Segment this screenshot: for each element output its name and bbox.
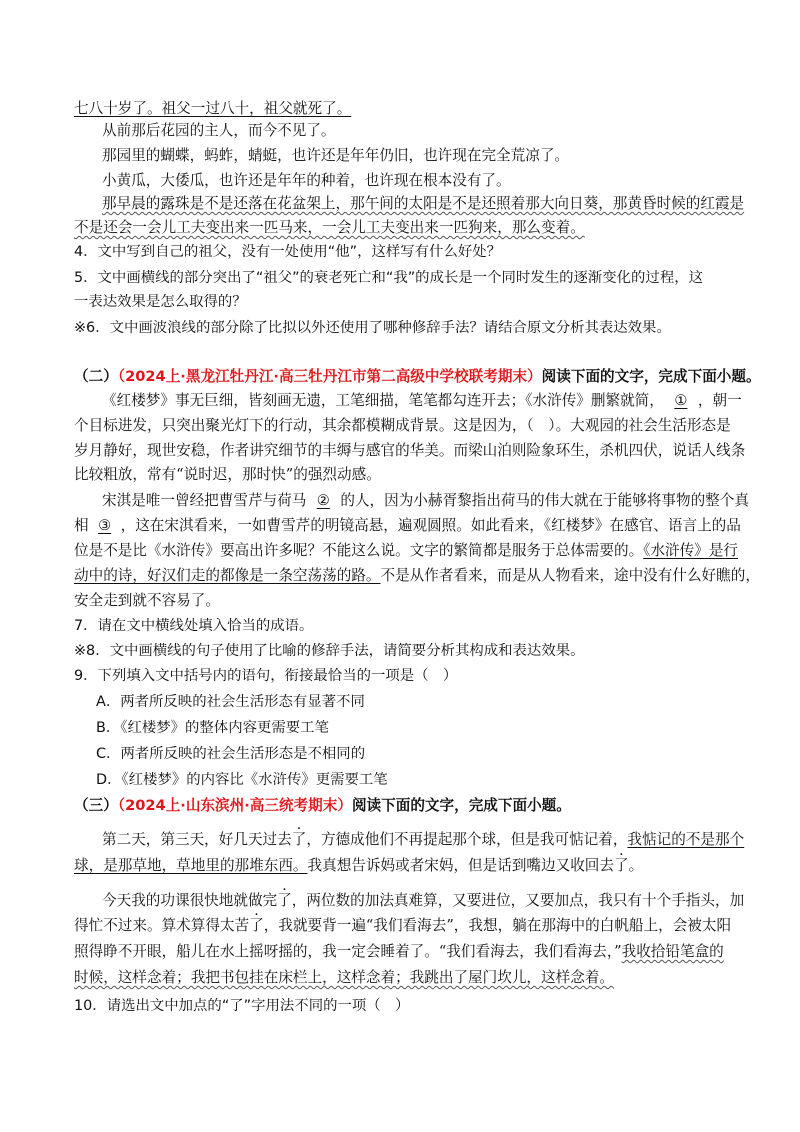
passage2-line: 安全走到就不容易了。: [74, 592, 220, 609]
section-2-heading: [74, 367, 761, 387]
passage1-line: [102, 194, 744, 214]
passage1-line: 从前那后花园的主人，而今不见了。: [102, 122, 336, 139]
dotted-le: 了: [291, 831, 307, 848]
question-7: 7．请在文中横线处填入恰当的成语。: [74, 618, 314, 634]
underlined-text: 动中的诗，好汉们走的都像是一条空荡荡的路。: [74, 567, 381, 584]
option-b: B．《红楼梦》的整体内容更需要工笔: [96, 720, 329, 736]
passage3-line: 得忙不过来。算术算得太苦了，我就要背一遍“我们看海去”，我想，躺在那海中的白帆船上，会被太阳: [74, 917, 732, 934]
section-number: （三）: [74, 797, 118, 814]
wavy-underlined-text: 那早晨的露珠是不是还落在花盆架上，那午间的太阳是不是还照着那大向日葵，那黄昏时候的红霞是: [102, 195, 745, 212]
blank-2: ②: [316, 492, 330, 509]
option-c: C．两者所反映的社会生活形态是不相同的: [96, 746, 366, 762]
passage1-line: 小黄瓜，大倭瓜，也许还是年年的种着，也许现在根本没有了。: [102, 172, 511, 189]
passage3-line: 球，是那草地，草地里的那堆东西。我真想告诉妈或者宋妈，但是话到嘴边又收回去了。: [74, 857, 644, 874]
option-a: A．两者所反映的社会生活形态有显著不同: [96, 694, 365, 710]
passage1-line: [74, 99, 351, 119]
question-8: ※8．文中画横线的句子使用了比喻的修辞手法，请简要分析其构成和表达效果。: [74, 643, 585, 659]
question-4: 4．文中写到自己的祖父，没有一处使用“他”，这样写有什么好处？: [74, 244, 502, 260]
passage2-line: 动中的诗，好汉们走的都像是一条空荡荡的路。不是从作者看来，而是从人物看来，途中没有什么好瞧的，: [74, 567, 760, 584]
underlined-text: 球，是那草地，草地里的那堆东西。: [74, 857, 308, 874]
wavy-underlined-text: 时候，这样念着；我把书包挂在床栏上，这样念着；我跳出了屋门坎儿，这样念着。: [74, 969, 614, 986]
question-6: ※6．文中画波浪线的部分除了比拟以外还使用了哪种修辞手法？请结合原文分析其表达效果。: [74, 320, 671, 336]
passage2-line: 岁月静好，现世安稳，作者讲究细节的丰缛与感官的华美。而梁山泊则险象环生，杀机四伏，说话人线条: [74, 442, 746, 459]
passage1-line: 那园里的蝴蝶，蚂蚱，蜻蜓，也许还是年年仍旧，也许现在完全荒凉了。: [102, 147, 570, 164]
blank-3: ③: [98, 517, 112, 534]
passage2-line: 比较粗放，常有“说时迟，那时快”的强烈动感。: [74, 466, 381, 483]
passage2-line: 个目标进发，只突出聚光灯下的行动，其余都模糊成背景。这是因为，（ ）。大观园的社会生活形态是: [74, 417, 731, 434]
option-d: D．《红楼梦》的内容比《水浒传》更需要工笔: [96, 772, 388, 788]
underlined-text: 《水浒传》是行: [643, 542, 739, 559]
passage3-line: 今天我的功课很快地就做完了，两位数的加法真难算，又要进位，又要加点，我只有十个手指头，加: [102, 892, 745, 909]
question-5-cont: 一表达效果是怎么取得的？: [74, 294, 247, 310]
passage3-line: [74, 968, 614, 988]
dotted-le: 了: [249, 917, 264, 934]
passage3-line: 照得睁不开眼，船儿在水上摇呀摇的，我一定会睡着了。“我们看海去，我们看海去，”我收拾铅笔盒的: [74, 943, 724, 960]
source-citation: （2024上·山东滨州·高三统考期末）: [117, 797, 352, 814]
passage2-line: 宋淇是唯一曾经把曹雪芹与荷马 ② 的人，因为小赫胥黎指出荷马的伟大就在于能够将事物的整个真: [102, 492, 749, 509]
passage1-line: [74, 218, 585, 238]
underlined-text: 七八十岁了。祖父一过八十，祖父就死了。: [74, 100, 352, 117]
section-instruction: 阅读下面的文字，完成下面小题。: [541, 368, 761, 385]
dotted-le: 了: [614, 857, 629, 874]
underlined-text: 我惦记的不是那个: [627, 831, 745, 848]
wavy-underlined-text: 不是还会一会儿工夫变出来一匹马来，一会儿工夫变出来一匹狗来，那么变着。: [74, 219, 585, 236]
question-10: 10．请选出文中加点的“了”字用法不同的一项（ ）: [74, 998, 410, 1014]
passage3-line: 第二天，第三天，好几天过去了，方德成他们不再提起那个球，但是我可惦记着，我惦记的不是那个: [102, 831, 745, 848]
source-citation: （2024上·黑龙江牡丹江·高三牡丹江市第二高级中学校联考期末）: [117, 368, 542, 385]
passage2-line: 《红楼梦》事无巨细，皆刻画无遗，工笔细描，笔笔都勾连开去；《水浒传》删繁就简， ① ，朝一: [102, 392, 742, 409]
section-instruction: 阅读下面的文字，完成下面小题。: [351, 797, 571, 814]
dotted-le: 了: [277, 892, 292, 909]
section-3-heading: [74, 796, 571, 816]
passage2-line: 位是不是比《水浒传》要高出许多呢？不能这么说。文字的繁简都是服务于总体需要的。《水浒传》是行: [74, 542, 739, 559]
question-5: 5．文中画横线的部分突出了“祖父”的衰老死亡和“我”的成长是一个同时发生的逐渐变化的过程，这: [74, 270, 703, 286]
section-number: （二）: [74, 368, 118, 385]
question-9: 9．下列填入文中括号内的语句，衔接最恰当的一项是（ ）: [74, 668, 458, 684]
blank-1: ①: [674, 392, 688, 409]
wavy-underlined-text: 我收拾铅笔盒的: [621, 943, 724, 960]
passage2-line: 相 ③ ，这在宋淇看来，一如曹雪芹的明镜高悬，遍观圆照。如此看来，《红楼梦》在感官、语言上的品: [74, 517, 741, 534]
